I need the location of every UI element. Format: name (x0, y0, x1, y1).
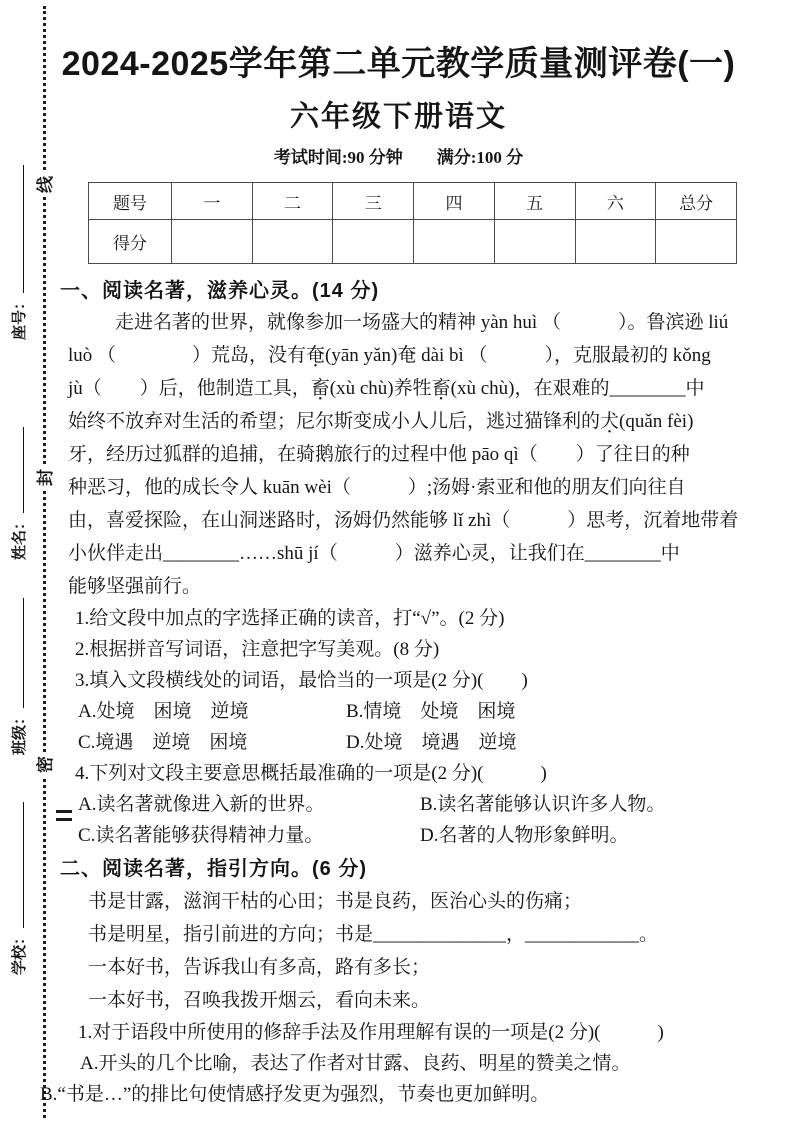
score-row-label: 得分 (89, 220, 172, 264)
option-c: C.读名著能够获得精神力量。 (78, 825, 324, 846)
question-2: 2.根据拼音写词语，注意把字写美观。(8 分) (75, 639, 440, 660)
option-b: B.读名著能够认识许多人物。 (420, 794, 666, 815)
school-blank (9, 802, 24, 928)
score-header-cell: 题号 (89, 183, 172, 220)
score-table (88, 182, 737, 264)
option-a: A.读名著就像进入新的世界。 (78, 794, 325, 815)
field-class (8, 580, 32, 755)
score-cell-empty (656, 220, 737, 264)
question-3: 3.填入文段横线处的词语，最恰当的一项是(2 分)( ) (75, 670, 528, 691)
student-name-blank (9, 427, 24, 513)
score-cell-empty (252, 220, 333, 264)
passage-line (60, 306, 737, 339)
score-header-cell: 四 (414, 183, 495, 220)
class-blank (9, 598, 24, 708)
emphasized-char: 奄 (306, 345, 326, 366)
passage-text: 能够坚强前行。 (68, 576, 202, 597)
passage-line (60, 405, 737, 438)
score-cell-empty (172, 220, 253, 264)
passage-text: 小伙伴走出________……shū jí（ ）滋养心灵，让我们在________中 (68, 543, 680, 564)
score-header-cell: 五 (494, 183, 575, 220)
emphasized-char: 犬 (600, 411, 620, 432)
question-1: 1.给文段中加点的字选择正确的读音，打“√”。(2 分) (75, 608, 505, 629)
poem-line: 一本好书，召唤我拨开烟云，看向未来。 (88, 990, 431, 1011)
score-table-header-row (89, 183, 737, 220)
poem-line: 一本好书，告诉我山有多高，路有多长； (88, 957, 431, 978)
section-2-question-1: 1.对于语段中所使用的修辞手法及作用理解有误的一项是(2 分)( ) (78, 1022, 664, 1043)
passage-text: (xù chù)养牲 (329, 378, 432, 399)
score-header-cell: 总分 (656, 183, 737, 220)
question-4: 4.下列对文段主要意思概括最准确的一项是(2 分)( ) (75, 763, 547, 784)
passage-text: (xù chù)，在艰难的________中 (450, 378, 705, 399)
passage-line (60, 570, 737, 603)
page-subtitle: 六年级下册语文 (289, 101, 507, 133)
passage-line (60, 372, 737, 405)
paper-content (40, 0, 739, 1110)
class-label: 班级： (12, 709, 28, 755)
score-cell-empty (575, 220, 656, 264)
seal-word-feng: 封 (35, 465, 56, 490)
poem-line: 书是明星，指引前进的方向；书是______________，____________。 (88, 924, 659, 945)
seat-number-blank (9, 165, 24, 293)
question-4-options-row (60, 820, 737, 851)
section-1-heading: 一、阅读名著，滋养心灵。(14 分) (60, 280, 380, 302)
question-3-options-row (60, 696, 737, 727)
passage-line (60, 471, 737, 504)
question-4-options-row (60, 789, 737, 820)
seal-word-xian: 线 (35, 172, 56, 197)
score-header-cell: 二 (252, 183, 333, 220)
option-d: D.名著的人物形象鲜明。 (420, 825, 629, 846)
section-2-heading: 二、阅读名著，指引方向。(6 分) (60, 858, 367, 880)
field-seat-number (8, 143, 32, 340)
score-header-cell: 三 (333, 183, 414, 220)
page-title: 2024-2025学年第二单元教学质量测评卷(一) (61, 45, 736, 83)
option-d: D.处境 境遇 逆境 (346, 732, 517, 753)
emphasized-char: 畜 (431, 378, 451, 399)
passage-text: 种恶习，他的成长令人 kuān wèi（ ）;汤姆·索亚和他的朋友们向往自 (68, 477, 686, 498)
passage-text: 走进名著的世界，就像参加一场盛大的精神 yàn huì （ ）。鲁滨逊 liú (115, 312, 729, 333)
score-header-cell: 六 (575, 183, 656, 220)
score-cell-empty (494, 220, 575, 264)
seal-word-mi: 密 (35, 752, 56, 777)
question-3-options-row (60, 727, 737, 758)
field-school (8, 775, 32, 975)
passage-text: luò （ ）荒岛，没有 (68, 345, 307, 366)
passage-text: (yān yǎn)奄 dài bì （ ），克服最初的 kǒng (325, 345, 711, 366)
passage-text: jù（ ）后，他制造工具， (68, 378, 311, 399)
option-b: B.情境 处境 困境 (346, 701, 516, 722)
school-label: 学校： (12, 929, 28, 975)
passage-text: (quǎn fèi) (619, 411, 694, 432)
option-c: C.境遇 逆境 困境 (78, 732, 248, 753)
passage-line (60, 504, 737, 537)
score-cell-empty (333, 220, 414, 264)
exam-info: 考试时间:90 分钟 满分:100 分 (273, 148, 524, 167)
passage-text: 由，喜爱探险，在山洞迷路时，汤姆仍然能够 lǐ zhì（ ）思考，沉着地带着 (68, 510, 739, 531)
section-2-option-b: B.“书是…”的排比句使情感抒发更为强烈，节奏也更加鲜明。 (40, 1084, 550, 1105)
passage-text: 始终不放弃对生活的希望；尼尔斯变成小人儿后，逃过猫锋利的 (68, 411, 601, 432)
passage-line (60, 339, 737, 372)
seat-number-label: 座号： (12, 294, 28, 340)
score-table-score-row (89, 220, 737, 264)
emphasized-char: 畜 (310, 378, 330, 399)
section-2-option-a: A.开头的几个比喻，表达了作者对甘露、良药、明星的赞美之情。 (80, 1053, 631, 1074)
score-header-cell: 一 (172, 183, 253, 220)
passage-line (60, 438, 737, 471)
passage-text: 牙，经历过狐群的追捕，在骑鹅旅行的过程中他 pāo qì（ ）了往日的种 (68, 444, 690, 465)
score-cell-empty (414, 220, 495, 264)
poem-line: 书是甘露，滋润干枯的心田；书是良药，医治心头的伤痛； (88, 891, 583, 912)
student-name-label: 姓名： (12, 514, 28, 560)
passage-line (60, 537, 737, 570)
field-student-name (8, 390, 32, 560)
option-a: A.处境 困境 逆境 (78, 701, 249, 722)
